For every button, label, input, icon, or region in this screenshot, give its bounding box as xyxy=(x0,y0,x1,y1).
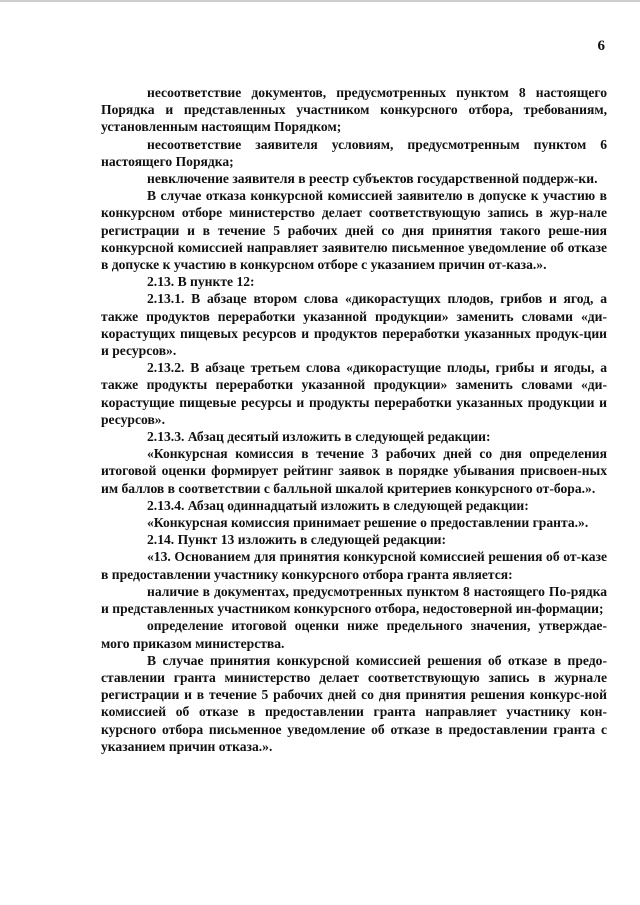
paragraph: В случае отказа конкурсной комиссией заявителю в допуске к участию в конкурсном отборе министерство делает соответствующую запись в жур-нале регистрации и в течение 5 рабочих дней со дня принятия такого реше-ния конкурсной комиссией направляет заявителю письменное уведомление об отказе в допуске к участию в конкурсном отборе с указанием причин от-каза.». xyxy=(101,188,607,273)
paragraph: 2.14. Пункт 13 изложить в следующей редакции: xyxy=(147,532,447,548)
document-body xyxy=(101,84,607,755)
paragraph: 2.13. В пункте 12: xyxy=(147,274,255,290)
paragraph: определение итоговой оценки ниже предельного значения, утверждае-мого приказом министерства. xyxy=(101,618,607,651)
paragraph: 2.13.3. Абзац десятый изложить в следующей редакции: xyxy=(147,429,491,445)
paragraph: «Конкурсная комиссия принимает решение о предоставлении гранта.». xyxy=(147,515,589,531)
paragraph: «13. Основанием для принятия конкурсной комиссией решения об от-казе в предоставлении участнику конкурсного отбора гранта является: xyxy=(101,549,607,582)
paragraph: «Конкурсная комиссия в течение 3 рабочих дней со дня определения итоговой оценки формирует рейтинг заявок в порядке убывания присвоен-ных им баллов в соответствии с балльной шкалой критериев конкурсного от-бора.». xyxy=(101,446,607,496)
paragraph: В случае принятия конкурсной комиссией решения об отказе в предо-ставлении гранта министерство делает соответствующую запись в журнале регистрации и в течение 5 рабочих дней со дня принятия решения конкурс-ной комиссией об отказе в предоставлении гранта направляет участнику кон-курсного отбора письменное уведомление об отказе в предоставлении гранта с указанием причин отказа.». xyxy=(101,652,607,754)
paragraph: несоответствие заявителя условиям, предусмотренным пунктом 6 настоящего Порядка; xyxy=(101,136,607,169)
paragraph: несоответствие документов, предусмотренных пунктом 8 настоящего Порядка и представленных участником конкурсного отбора, требованиям, установленным настоящим Порядком; xyxy=(101,85,607,135)
page-top-edge xyxy=(0,0,640,2)
paragraph: 2.13.2. В абзаце третьем слова «дикорастущие плоды, грибы и ягоды, а также продукты переработки указанной продукции» заменить словами «ди-корастущие пищевые ресурсы и продукты переработки указанных продукции и ресурсов». xyxy=(101,360,607,427)
paragraph: наличие в документах, предусмотренных пунктом 8 настоящего По-рядка и представленных участником конкурсного отбора, недостоверной ин-формации; xyxy=(101,583,607,617)
paragraph: невключение заявителя в реестр субъектов государственной поддерж-ки. xyxy=(147,171,598,187)
paragraph: 2.13.4. Абзац одиннадцатый изложить в следующей редакции: xyxy=(147,497,529,513)
page-number: 6 xyxy=(597,38,605,54)
paragraph: 2.13.1. В абзаце втором слова «дикорастущих плодов, грибов и ягод, а также продуктов переработки указанной продукции» заменить словами «ди-корастущих пищевых ресурсов и продуктов переработки указанных продук-ции и ресурсов». xyxy=(101,291,607,359)
